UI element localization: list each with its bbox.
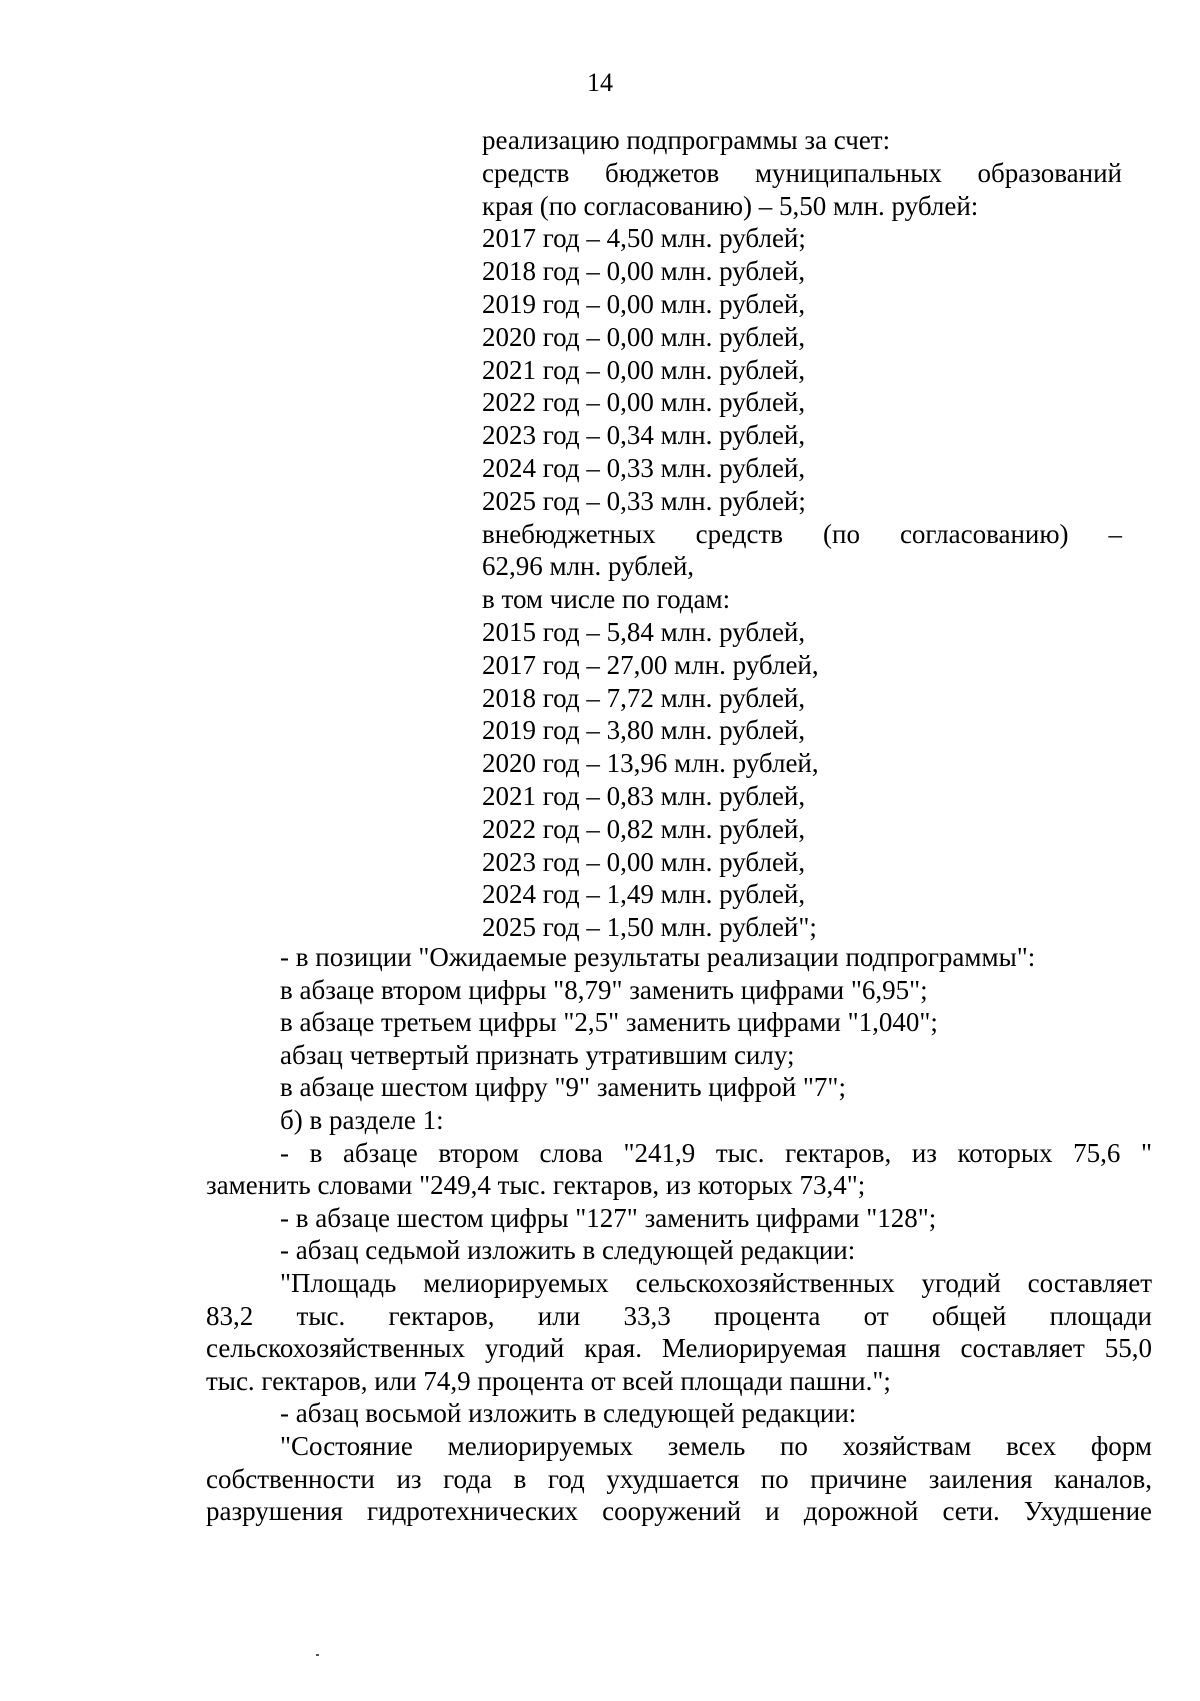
amendment-line: собственности из года в год ухудшается по причине заиления каналов,: [206, 1463, 1152, 1494]
financing-line: 2020 год – 0,00 млн. рублей,: [482, 321, 806, 352]
financing-line: 2023 год – 0,34 млн. рублей,: [482, 420, 806, 451]
financing-line: в том числе по годам:: [482, 584, 731, 615]
amendment-line: - абзац седьмой изложить в следующей редакции:: [280, 1235, 856, 1266]
financing-line: 2025 год – 1,50 млн. рублей";: [482, 912, 817, 943]
financing-line: 2017 год – 4,50 млн. рублей;: [482, 223, 806, 254]
financing-block: [482, 124, 1122, 944]
financing-line: 2021 год – 0,83 млн. рублей,: [482, 780, 806, 811]
financing-line: 2024 год – 0,33 млн. рублей,: [482, 452, 806, 483]
amendment-line: - в абзаце втором слова "241,9 тыс. гектаров, из которых 75,6 ": [280, 1137, 1152, 1168]
amendment-line: в абзаце третьем цифры "2,5" заменить цифрами "1,040";: [280, 1007, 938, 1038]
financing-line: 2024 год – 1,49 млн. рублей,: [482, 879, 806, 910]
amendments-block: [206, 941, 1152, 1528]
financing-line: 2021 год – 0,00 млн. рублей,: [482, 354, 806, 385]
financing-line: 2015 год – 5,84 млн. рублей,: [482, 616, 806, 647]
financing-line: 2018 год – 7,72 млн. рублей,: [482, 682, 806, 713]
amendment-line: сельскохозяйственных угодий края. Мелиорируемая пашня составляет 55,0: [206, 1333, 1152, 1364]
amendment-line: - в абзаце шестом цифры "127" заменить цифрами "128";: [280, 1202, 937, 1233]
financing-line: 62,96 млн. рублей,: [482, 551, 695, 582]
financing-line: 2019 год – 0,00 млн. рублей,: [482, 288, 806, 319]
amendment-line: абзац четвертый признать утратившим силу;: [280, 1039, 795, 1070]
amendment-line: - абзац восьмой изложить в следующей редакции:: [280, 1398, 857, 1429]
amendment-line: разрушения гидротехнических сооружений и дорожной сети. Ухудшение: [206, 1496, 1152, 1527]
amendment-line: 83,2 тыс. гектаров, или 33,3 процента от общей площади: [206, 1300, 1152, 1331]
financing-line: 2019 год – 3,80 млн. рублей,: [482, 715, 806, 746]
amendment-line: "Площадь мелиорируемых сельскохозяйственных угодий составляет: [280, 1267, 1152, 1298]
financing-line: 2018 год – 0,00 млн. рублей,: [482, 256, 806, 287]
financing-line: 2020 год – 13,96 млн. рублей,: [482, 748, 819, 779]
financing-line: 2022 год – 0,00 млн. рублей,: [482, 387, 806, 418]
amendment-line: "Состояние мелиорируемых земель по хозяйствам всех форм: [280, 1430, 1152, 1461]
amendment-line: заменить словами "249,4 тыс. гектаров, из которых 73,4";: [206, 1170, 866, 1201]
financing-line: 2025 год – 0,33 млн. рублей;: [482, 485, 806, 516]
amendment-line: в абзаце шестом цифру "9" заменить цифрой "7";: [280, 1072, 846, 1103]
financing-line: 2022 год – 0,82 млн. рублей,: [482, 813, 806, 844]
amendment-line: тыс. гектаров, или 74,9 процента от всей площади пашни.";: [206, 1365, 891, 1396]
financing-line: края (по согласованию) – 5,50 млн. рублей:: [482, 190, 979, 221]
financing-line: реализацию подпрограммы за счет:: [482, 125, 891, 155]
amendment-line: - в позиции "Ожидаемые результаты реализации подпрограммы":: [280, 942, 1036, 972]
page-number: 14: [587, 68, 613, 97]
financing-line: 2023 год – 0,00 млн. рублей,: [482, 846, 806, 877]
amendment-line: б) в разделе 1:: [280, 1104, 444, 1135]
amendment-line: в абзаце втором цифры "8,79" заменить цифрами "6,95";: [280, 974, 928, 1005]
financing-line: 2017 год – 27,00 млн. рублей,: [482, 649, 819, 680]
financing-line: внебюджетных средств (по согласованию) –: [482, 518, 1122, 549]
financing-line: средств бюджетов муниципальных образований: [482, 157, 1122, 188]
scan-artifact: [316, 1654, 319, 1656]
